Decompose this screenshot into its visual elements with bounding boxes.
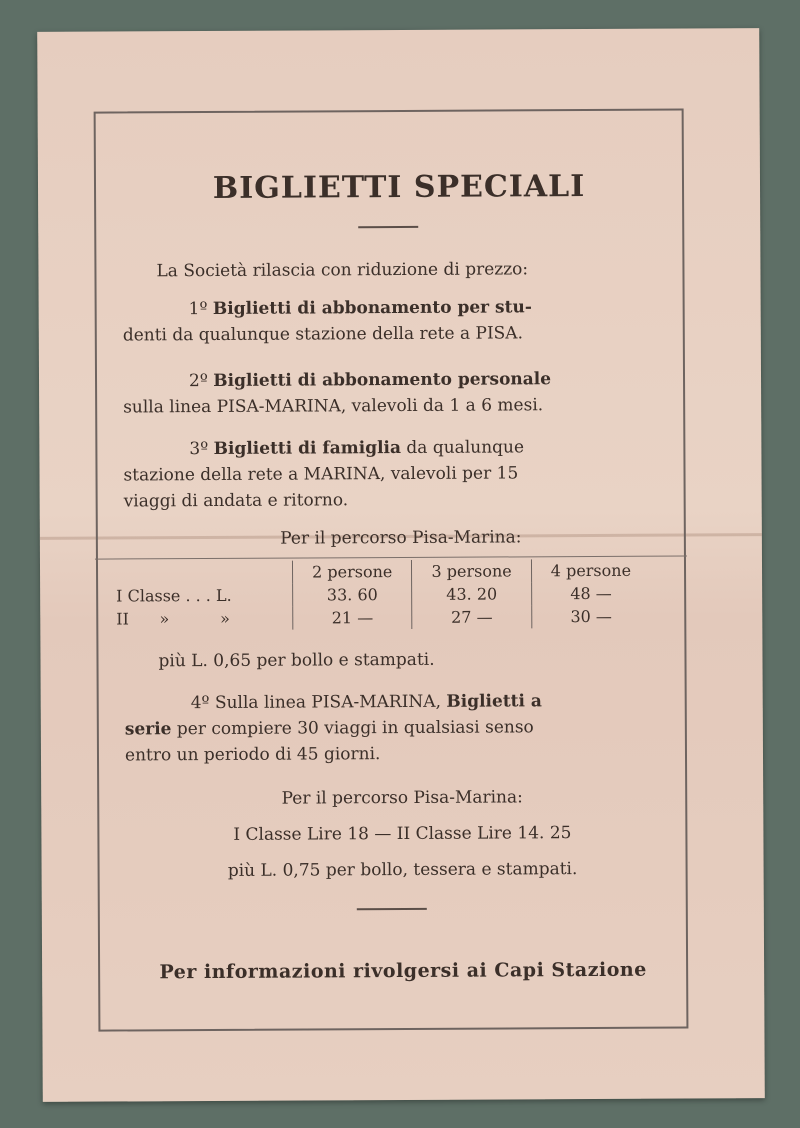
item1-bold: Biglietti di abbonamento per stu- [212,297,532,319]
fare-cell: 33. 60 [293,583,412,607]
footer-text: Per informazioni rivolgersi ai Capi Stazione [159,958,647,984]
route-heading-2: Per il percorso Pisa-Marina: [281,787,523,809]
fare-cell: 30 — [531,605,650,629]
item4-bold-serie: serie [124,719,172,740]
footer-divider [357,908,427,910]
header-4-persons: 4 persone [531,559,650,583]
item3-line3: viaggi di andata e ritorno. [123,490,349,512]
row-label: I Classe . . . L. [116,585,232,606]
item4-text: Sulla linea PISA-MARINA, [214,691,442,713]
item3-rest: da qualunque [406,437,525,458]
table-row [110,605,650,631]
title-divider [358,226,418,228]
item4-rest: per compiere 30 viaggi in qualsiasi senso [176,717,534,740]
item1-line1 [189,297,532,319]
fare-cell: 27 — [412,605,531,629]
item3-bold: Biglietti di famiglia [213,437,402,459]
ticket-leaflet [37,28,765,1102]
item3-line2: stazione della rete a MARINA, valevoli per 15 [123,463,519,486]
page-title: BIGLIETTI SPECIALI [212,169,586,206]
item1-number: 1º [188,299,208,320]
item4-bold: Biglietti a [446,691,542,712]
route-heading: Per il percorso Pisa-Marina: [280,527,522,549]
prices-note: più L. 0,75 per bollo, tessera e stampati. [227,859,578,881]
item1-line2: denti da qualunque stazione della rete a PISA. [122,323,524,346]
fares-table [110,559,650,631]
item4-line2 [125,717,534,739]
fares-note: più L. 0,65 per bollo e stampati. [158,649,435,672]
item4-line3: entro un periodo di 45 giorni. [124,744,381,766]
item3-number: 3º [189,439,209,460]
item4-line1 [191,691,542,713]
item2-number: 2º [188,371,208,392]
item2-bold: Biglietti di abbonamento personale [213,369,552,391]
intro-text: La Società rilascia con riduzione di prezzo: [156,259,529,282]
table-row [110,582,650,608]
item2-line1 [189,369,551,391]
fares-header-row [110,559,650,585]
class-prices: I Classe Lire 18 — II Classe Lire 14. 25 [233,823,572,845]
header-3-persons: 3 persone [412,559,531,583]
item4-number: 4º [190,693,210,714]
header-2-persons: 2 persone [292,560,411,584]
fare-cell: 21 — [293,606,412,630]
fare-cell: 43. 20 [412,582,531,606]
row-label: II » » [116,608,230,629]
item2-line2: sulla linea PISA-MARINA, valevoli da 1 a 6 mesi. [123,395,544,418]
fare-cell: 48 — [531,582,650,606]
item3-line1 [189,437,524,459]
